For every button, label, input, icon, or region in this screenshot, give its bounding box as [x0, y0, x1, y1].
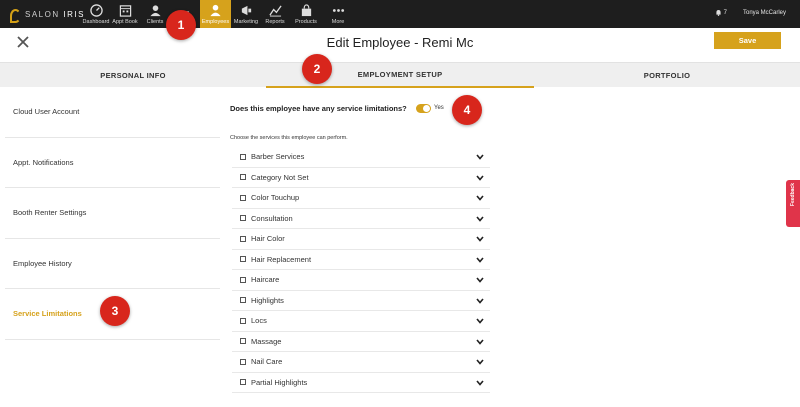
more-icon [332, 4, 345, 17]
service-checkbox[interactable] [240, 277, 246, 283]
nav-reports[interactable]: Reports [262, 0, 288, 28]
nav-dashboard[interactable]: Dashboard [83, 0, 109, 28]
nav-appt-book[interactable]: Appt Book [111, 0, 139, 28]
service-name: Massage [251, 336, 282, 346]
service-checkbox[interactable] [240, 215, 246, 221]
nav-clients[interactable]: Clients [142, 0, 168, 28]
chevron-down-icon[interactable] [476, 216, 484, 222]
dashboard-icon [90, 4, 103, 17]
service-name: Highlights [251, 295, 284, 305]
chevron-down-icon[interactable] [476, 154, 484, 160]
limitations-toggle[interactable] [416, 104, 431, 113]
service-row[interactable] [232, 291, 490, 312]
sidebar-item-service-limitations[interactable]: Service Limitations [5, 289, 220, 340]
callout-1: 1 [166, 10, 196, 40]
tab-bar [0, 62, 800, 87]
notification-count: 7 [723, 9, 727, 16]
limitations-toggle-label: Yes [434, 105, 444, 111]
chart-icon [269, 4, 282, 17]
notifications-button[interactable] [715, 9, 727, 16]
nav-more[interactable]: More [325, 0, 351, 28]
bell-icon [715, 9, 722, 16]
chevron-down-icon[interactable] [476, 380, 484, 386]
page-title: Edit Employee - Remi Mc [326, 35, 474, 50]
service-name: Haircare [251, 275, 280, 285]
service-row[interactable] [232, 250, 490, 271]
bag-icon [300, 4, 313, 17]
limitations-question: Does this employee have any service limitations? [230, 104, 407, 113]
brand-name: SALON IRIS [25, 9, 85, 19]
service-row[interactable] [232, 352, 490, 373]
tab-personal-info[interactable]: PERSONAL INFO [100, 71, 166, 80]
service-row[interactable] [232, 311, 490, 332]
chevron-down-icon[interactable] [476, 277, 484, 283]
user-name[interactable]: Tonya McCarley [742, 9, 786, 16]
service-name: Locs [251, 316, 267, 326]
service-name: Hair Color [251, 234, 285, 244]
service-checkbox[interactable] [240, 379, 246, 385]
chevron-down-icon[interactable] [476, 318, 484, 324]
page-header [0, 28, 800, 62]
chevron-down-icon[interactable] [476, 195, 484, 201]
service-checkbox[interactable] [240, 359, 246, 365]
service-name: Nail Care [251, 357, 283, 367]
service-category-list [232, 147, 490, 393]
callout-4: 4 [452, 95, 482, 125]
service-row[interactable] [232, 188, 490, 209]
service-checkbox[interactable] [240, 318, 246, 324]
tab-employment-setup[interactable]: EMPLOYMENT SETUP [266, 63, 534, 88]
service-name: Barber Services [251, 152, 305, 162]
service-name: Color Touchup [251, 193, 300, 203]
callout-2: 2 [302, 54, 332, 84]
service-checkbox[interactable] [240, 154, 246, 160]
user-area [715, 9, 786, 16]
calendar-icon [119, 4, 132, 17]
clients-icon [149, 4, 162, 17]
service-checkbox[interactable] [240, 297, 246, 303]
callout-3: 3 [100, 296, 130, 326]
nav-products[interactable]: Products [292, 0, 320, 28]
service-row[interactable] [232, 147, 490, 168]
service-row[interactable] [232, 209, 490, 230]
service-name: Partial Highlights [251, 377, 308, 387]
service-name: Hair Replacement [251, 254, 312, 264]
nav-marketing[interactable]: Marketing [232, 0, 260, 28]
service-row[interactable] [232, 229, 490, 250]
service-row[interactable] [232, 332, 490, 353]
top-nav [0, 0, 800, 28]
service-name: Category Not Set [251, 172, 309, 182]
service-row[interactable] [232, 168, 490, 189]
service-checkbox[interactable] [240, 236, 246, 242]
iris-logo-icon [8, 7, 19, 21]
employees-icon [209, 4, 222, 17]
chevron-down-icon[interactable] [476, 339, 484, 345]
nav-employees[interactable]: Employees [200, 0, 231, 28]
sidebar-item-appt-notifications[interactable]: Appt. Notifications [5, 138, 220, 189]
megaphone-icon [240, 4, 253, 17]
sidebar-item-booth-renter-settings[interactable]: Booth Renter Settings [5, 188, 220, 239]
sidebar-item-employee-history[interactable]: Employee History [5, 239, 220, 290]
chevron-down-icon[interactable] [476, 175, 484, 181]
chevron-down-icon[interactable] [476, 298, 484, 304]
chevron-down-icon[interactable] [476, 359, 484, 365]
feedback-label: Feedback [790, 183, 796, 207]
service-row[interactable] [232, 270, 490, 291]
service-checkbox[interactable] [240, 256, 246, 262]
service-checkbox[interactable] [240, 338, 246, 344]
feedback-tab[interactable] [786, 180, 800, 227]
services-instructions: Choose the services this employee can perform. [230, 135, 348, 141]
tab-portfolio[interactable]: PORTFOLIO [643, 71, 691, 80]
service-checkbox[interactable] [240, 174, 246, 180]
brand-logo[interactable] [8, 7, 85, 21]
save-button[interactable]: Save [714, 32, 781, 49]
sidebar-item-cloud-user-account[interactable]: Cloud User Account [5, 87, 220, 138]
chevron-down-icon[interactable] [476, 236, 484, 242]
service-checkbox[interactable] [240, 195, 246, 201]
service-row[interactable] [232, 373, 490, 394]
chevron-down-icon[interactable] [476, 257, 484, 263]
service-name: Consultation [251, 213, 293, 223]
